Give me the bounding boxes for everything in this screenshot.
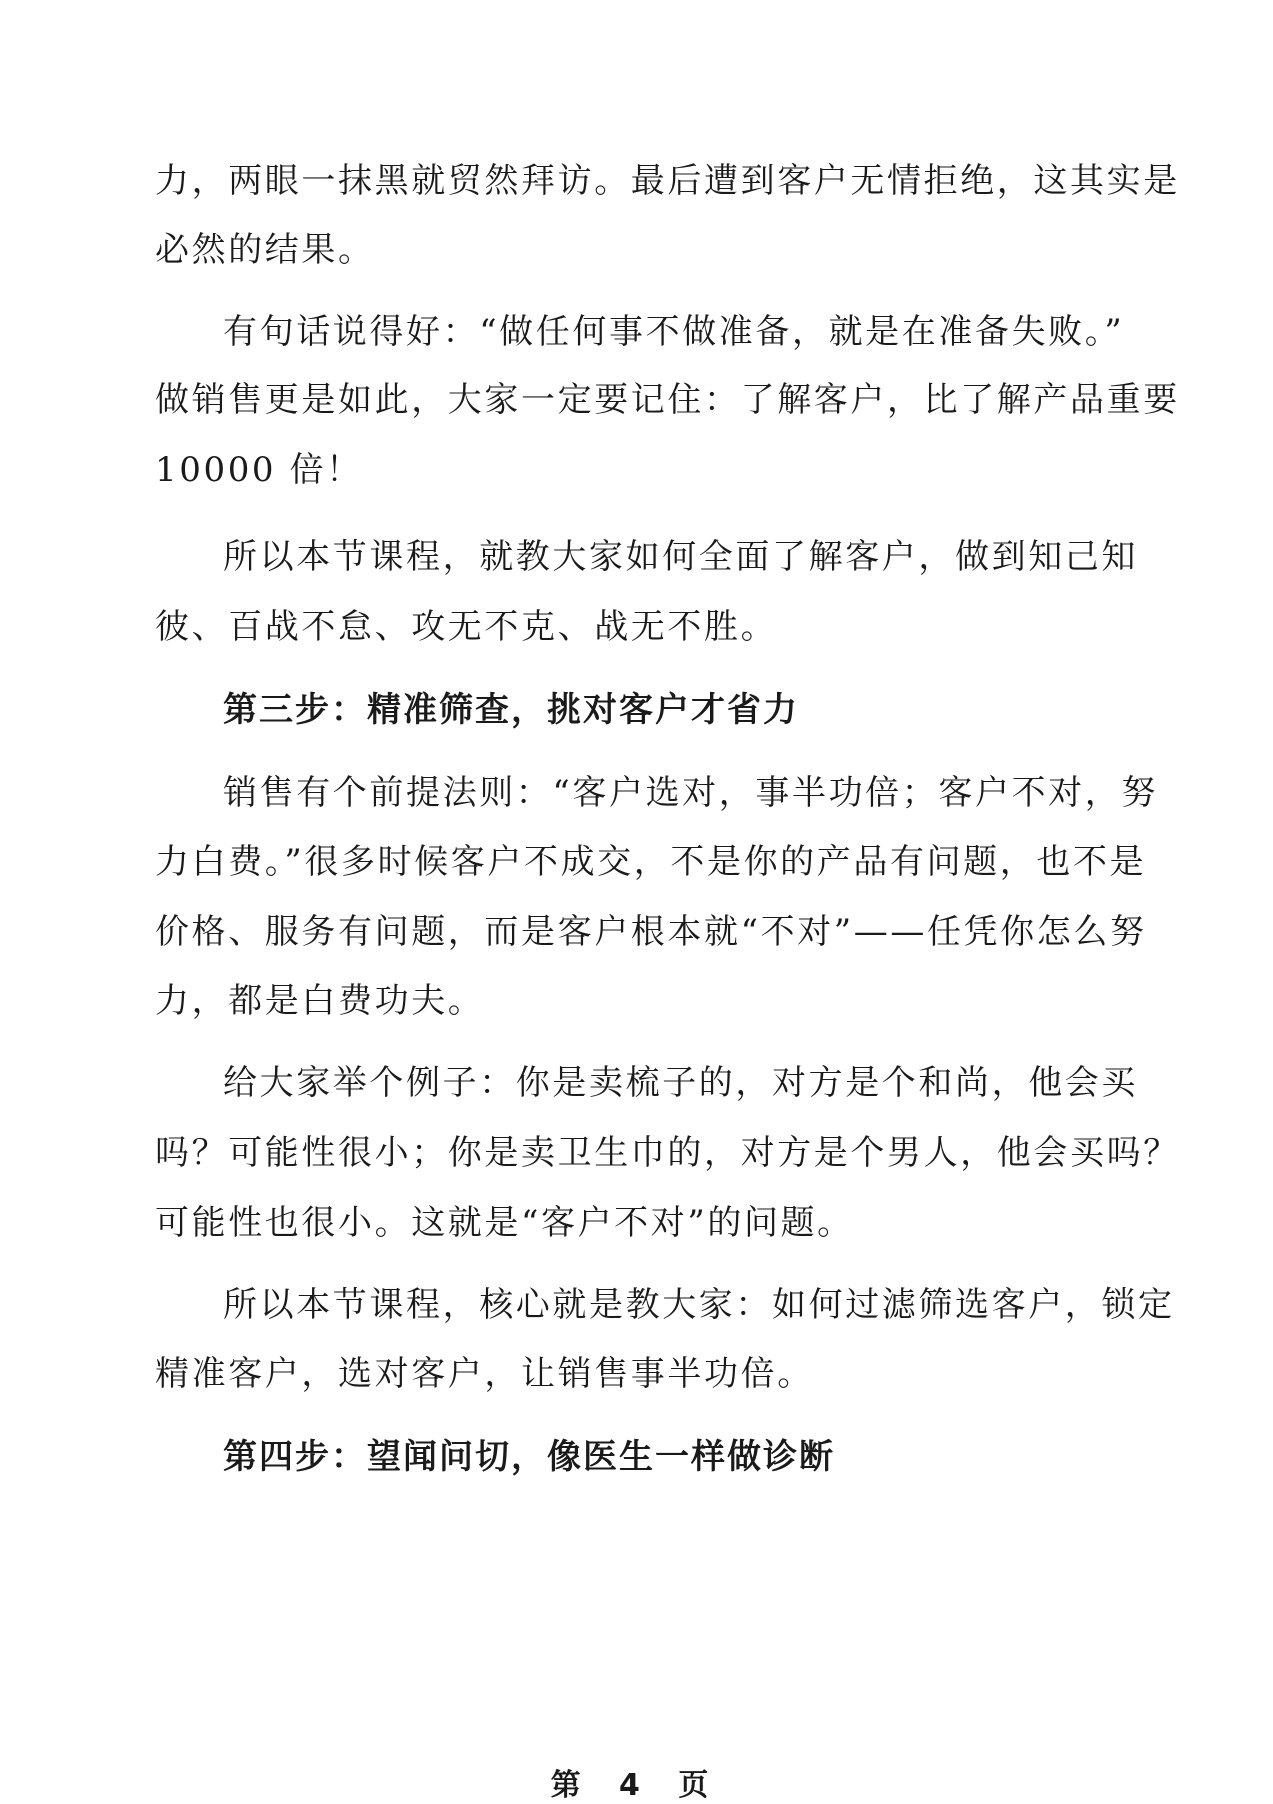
paragraph-line: 给大家举个例子：你是卖梳子的，对方是个和尚，他会买 [223, 1063, 1138, 1103]
section-heading: 第三步：精准筛查，挑对客户才省力 [223, 690, 799, 730]
section-heading: 第四步：望闻问切，像医生一样做诊断 [223, 1437, 835, 1477]
paragraph-line: 所以本节课程，核心就是教大家：如何过滤筛选客户，锁定 [223, 1285, 1175, 1325]
page-number: 第 4 页 [550, 1768, 723, 1803]
paragraph-line: 力，都是白费功夫。 [155, 981, 485, 1021]
paragraph-line: 必然的结果。 [155, 230, 375, 270]
paragraph-line: 价格、服务有问题，而是客户根本就“不对”——任凭你怎么努 [155, 912, 1147, 952]
paragraph-line: 吗？可能性很小；你是卖卫生巾的，对方是个男人，他会买吗？ [155, 1133, 1180, 1173]
paragraph-line: 销售有个前提法则：“客户选对，事半功倍；客户不对，努 [223, 773, 1158, 813]
paragraph-line: 彼、百战不怠、攻无不克、战无不胜。 [155, 607, 778, 647]
paragraph-line: 力白费。”很多时候客户不成交，不是你的产品有问题，也不是 [155, 842, 1147, 882]
paragraph-line: 有句话说得好：“做任何事不做准备，就是在准备失败。” [223, 312, 1125, 352]
paragraph-line: 10000 倍！ [155, 450, 363, 490]
paragraph-line: 所以本节课程，就教大家如何全面了解客户，做到知己知 [223, 537, 1138, 577]
paragraph-line: 可能性也很小。这就是“客户不对”的问题。 [155, 1203, 854, 1243]
paragraph-line: 做销售更是如此，大家一定要记住：了解客户，比了解产品重要 [155, 380, 1180, 420]
paragraph-line: 精准客户，选对客户，让销售事半功倍。 [155, 1354, 814, 1394]
paragraph-line: 力，两眼一抹黑就贸然拜访。最后遭到客户无情拒绝，这其实是 [155, 161, 1180, 201]
